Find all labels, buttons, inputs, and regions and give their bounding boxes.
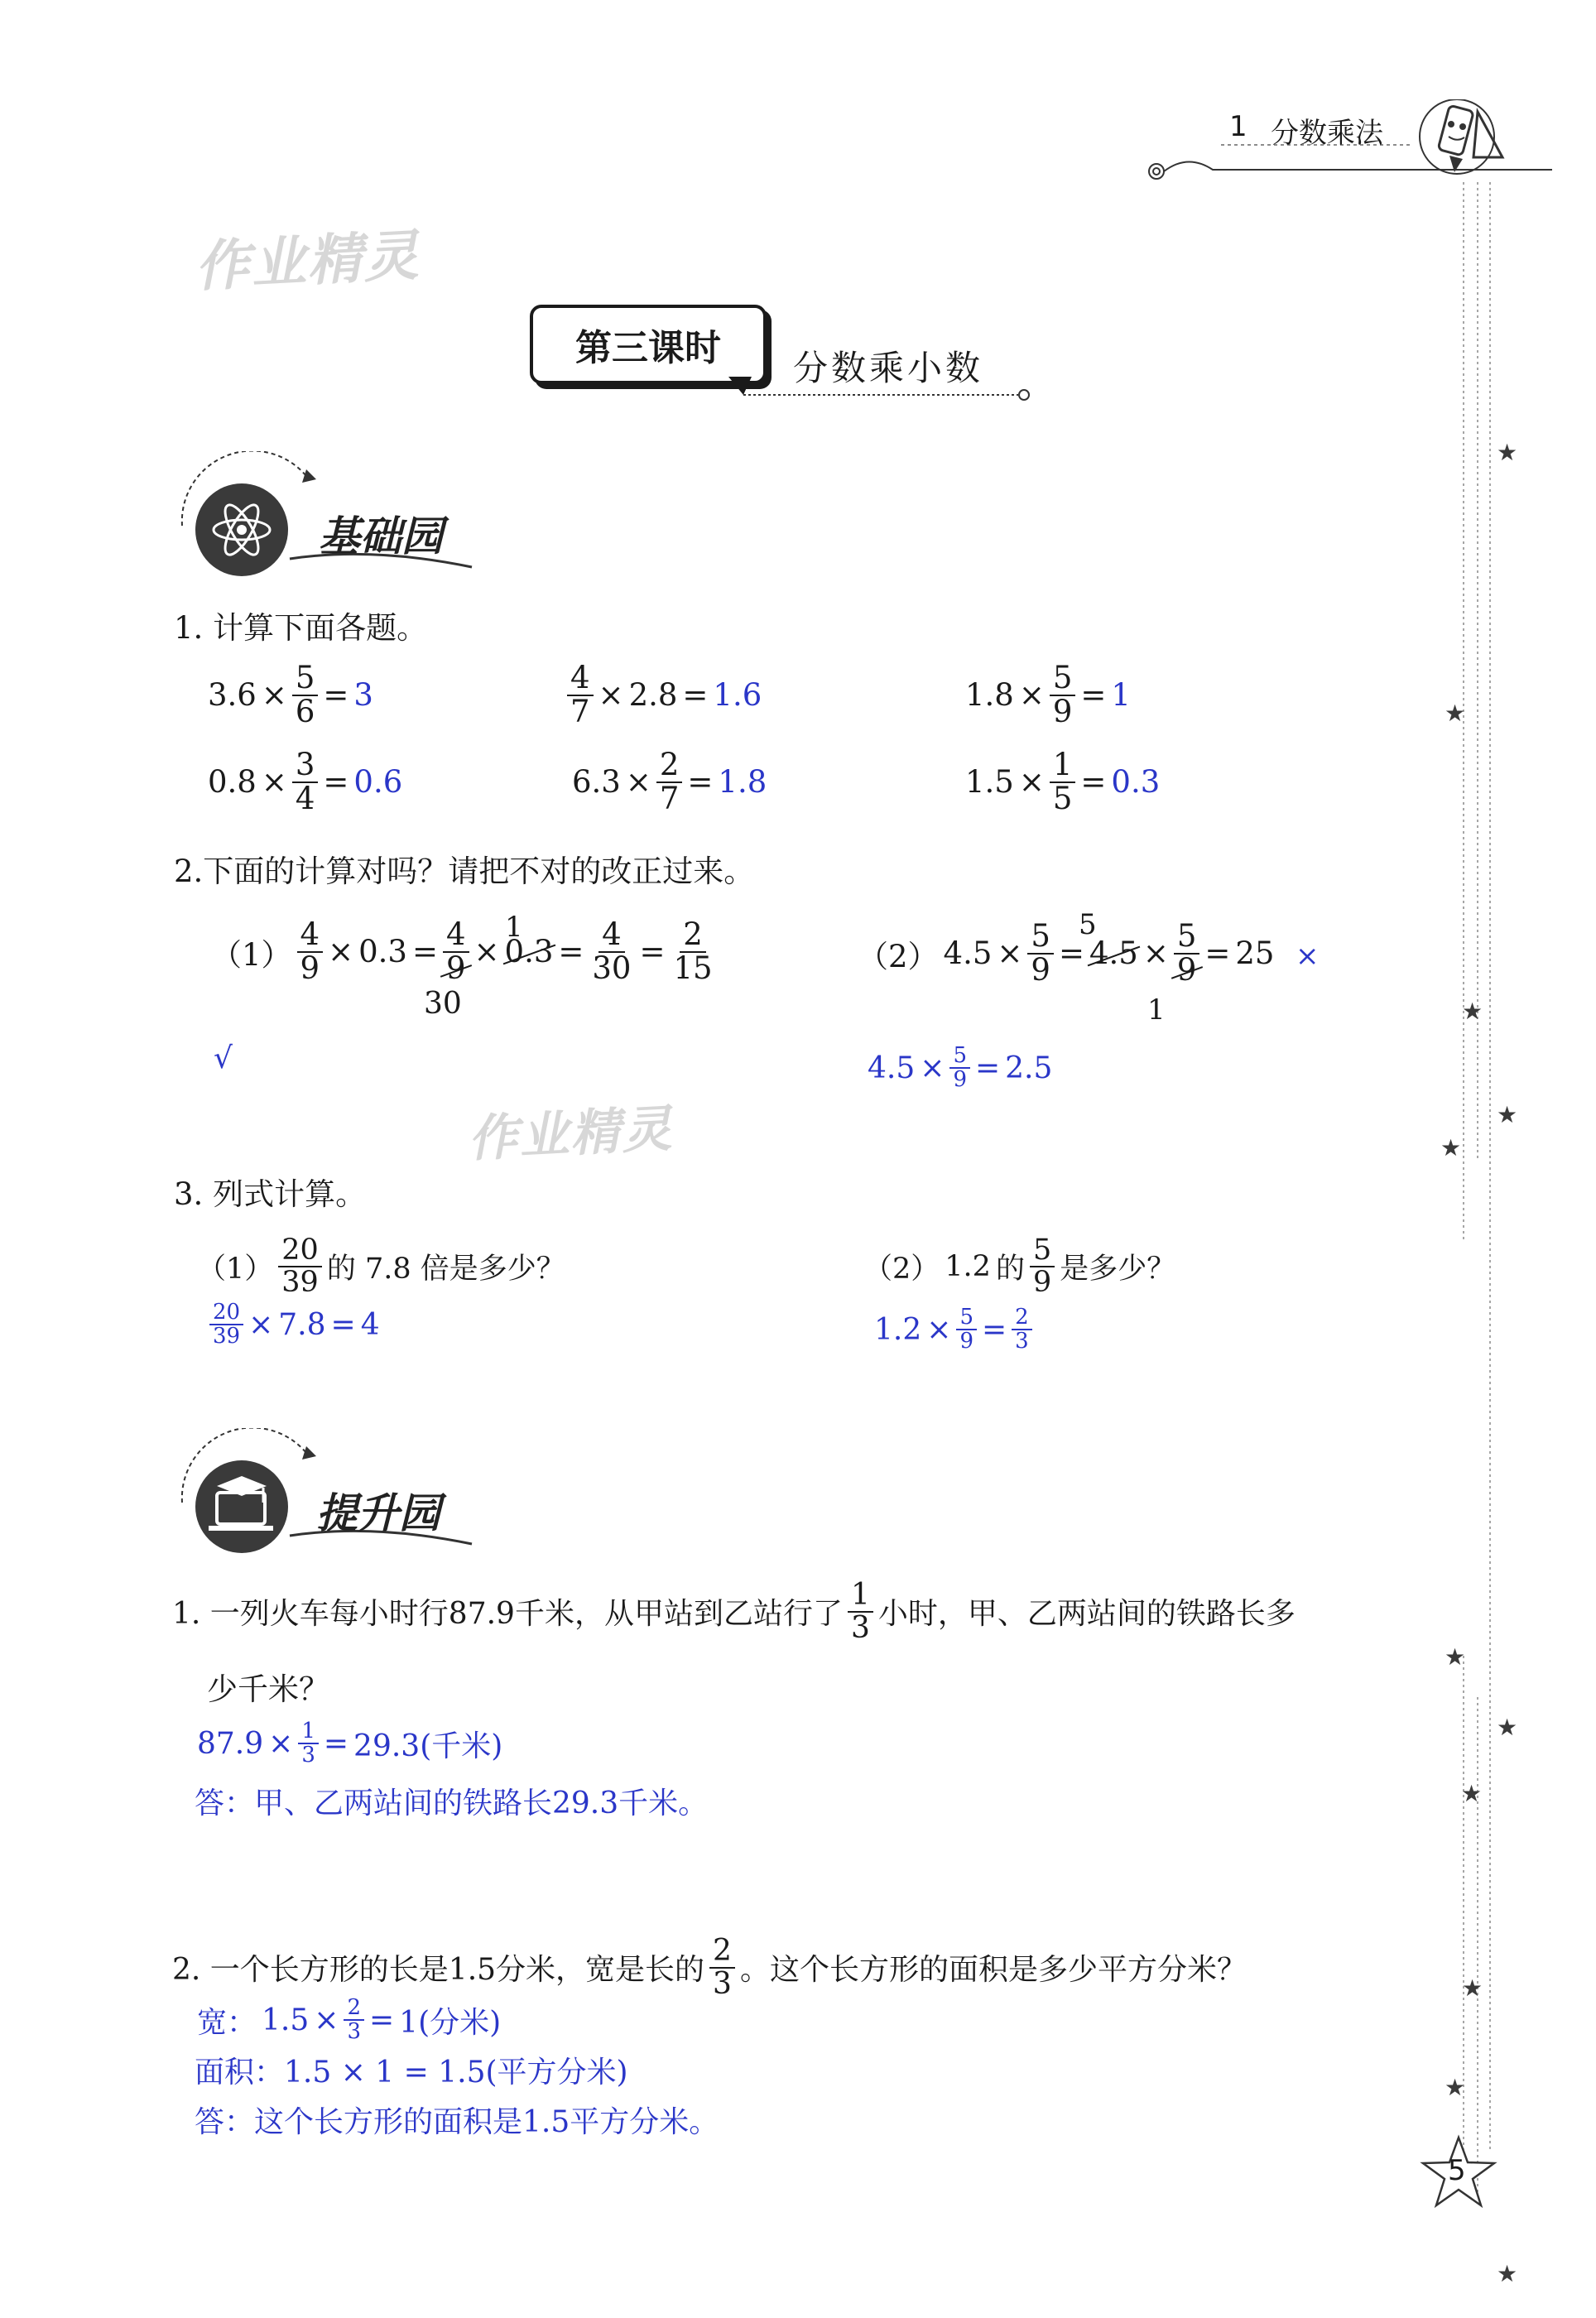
operand: 1.5 [965,764,1014,801]
p1-prompt-line2: 少千米？ [207,1671,329,1707]
chapter-title: 分数乘法 [1271,117,1383,150]
star-icon: ★ [1497,1101,1518,1128]
star-icon: ★ [1445,700,1466,727]
equals: = [323,764,349,801]
equals: = [1080,677,1107,714]
operator: × [1018,764,1045,801]
cancel-superscript: 1 [505,911,523,944]
operator: × [261,764,287,801]
part-label: （1） [211,936,292,973]
fraction: $\frac{2}{3}$ [344,1997,364,2044]
operator: × [1018,677,1045,714]
chapter-number: 1 [1229,110,1247,143]
answer: 1.6 [713,677,762,714]
operand: 4.5 [943,935,993,972]
fraction: $\frac{2}{3}$ [709,1936,735,2000]
p2-line2: 面积：1.5 × 1 = 1.5(平方分米) [195,2056,628,2090]
operand: 6.3 [572,764,621,801]
fraction: $\frac{5}{9}$ [949,1045,970,1092]
fraction-cancelled: $\frac{5}{9}$ [1174,921,1200,987]
operator: × [598,677,624,714]
q1-item-6 [963,749,1162,815]
advanced-section-title: 提升园 [316,1488,440,1537]
operand-cancelled: 0.3 [504,934,554,970]
cancel-subscript: 30 [424,987,462,1021]
fraction: $\frac{4}{7}$ [567,662,594,729]
fraction: $\frac{4}{9}$ [297,919,324,985]
equals: = [682,677,709,714]
q2-part2-correction: 4.5 × $\frac{5}{9}$ = 2.5 [868,1043,1053,1093]
cancel-superscript: 5 [1079,908,1097,941]
q2-part2-mark: × [1296,940,1320,973]
fraction: $\frac{3}{4}$ [292,749,319,815]
q3-part2-answer: 1.2 × $\frac{5}{9}$ = $\frac{2}{3}$ [872,1306,1035,1354]
q1-item-1 [205,662,376,729]
star-icon: ★ [1497,439,1518,466]
fraction: $\frac{2}{7}$ [656,749,683,815]
equals: = [323,677,349,714]
fraction: $\frac{1}{3}$ [298,1720,319,1767]
q2-prompt: 2.下面的计算对吗？请把不对的改正过来。 [174,854,755,889]
equals: = [687,764,714,801]
operand: 0.8 [208,764,257,801]
part-label: （1） [197,1252,274,1286]
fraction: $\frac{1}{3}$ [848,1580,873,1644]
operator: × [261,677,287,714]
q1-item-2 [565,662,764,729]
q2-part2-expression: （2） 4.5 × $\frac{5}{9}$ = 4.5 × $\frac{5}{9}$ = 25 [858,918,1275,988]
star-icon: ★ [1497,1714,1518,1741]
operand: 1.8 [965,677,1014,714]
watermark: 作业精灵 [193,223,422,300]
p1-calculation: 87.9 × $\frac{1}{3}$ = 29.3(千米) [197,1719,503,1768]
operand: 0.3 [358,934,407,970]
star-icon: ★ [1440,1134,1462,1161]
part-label: （2） [863,1252,940,1286]
answer: 0.6 [353,764,403,801]
lesson-label: 第三课时 [575,327,721,369]
margin-decoration [1440,166,1540,2235]
q3-part2-question: （2） 1.2 的 $\frac{5}{9}$ 是多少？ [863,1234,1176,1299]
star-icon: ★ [1445,1643,1466,1671]
fraction: $\frac{5}{9}$ [956,1306,977,1354]
q1-item-4 [205,749,405,815]
p1-answer: 答：甲、乙两站间的铁路长29.3千米。 [195,1787,709,1820]
lesson-subtitle: 分数乘小数 [793,348,984,388]
q1-prompt: 1. 计算下面各题。 [174,610,428,646]
lesson-title-box [530,305,767,384]
operand: 3.6 [208,677,257,714]
equals: = [1080,764,1107,801]
q1-item-5 [570,749,769,815]
p2-answer: 答：这个长方形的面积是1.5平方分米。 [195,2105,719,2139]
part-label: （2） [858,938,939,974]
star-icon: ★ [1497,2260,1518,2287]
fraction: $\frac{2}{3}$ [1012,1306,1032,1354]
star-icon: ★ [1461,1780,1483,1807]
q2-part1-mark: √ [214,1041,233,1075]
q2-part1-expression: （1） $\frac{4}{9}$ × 0.3 = $\frac{4}{9}$ × 0.3 = $\frac{4}{30}$ = $\frac{2}{15}$ [209,919,719,985]
q3-part1-answer: $\frac{20}{39}$ × 7.8 = 4 [207,1301,382,1349]
page-number: 5 [1448,2154,1466,2187]
fraction: $\frac{20}{39}$ [209,1301,243,1349]
basic-section-title: 基础园 [319,512,443,560]
star-icon: ★ [1445,2074,1466,2101]
operand: 2.8 [628,677,678,714]
fraction: $\frac{2}{15}$ [673,916,713,986]
operator: × [625,764,651,801]
fraction: $\frac{5}{9}$ [1050,662,1076,729]
answer: 1.8 [718,764,767,801]
p1-prompt: 1. 一列火车每小时行87.9千米，从甲站到乙站行了 $\frac{1}{3}$ 小时，甲、乙两站间的铁路长多 [172,1578,1296,1645]
q3-prompt: 3. 列式计算。 [174,1176,367,1212]
p2-prompt: 2. 一个长方形的长是1.5分米，宽是长的 $\frac{2}{3}$ 。这个长方形的面积是多少平方分米？ [172,1934,1247,2001]
fraction: $\frac{4}{30}$ [592,916,632,986]
answer: 1 [1111,677,1131,714]
fraction: $\frac{20}{39}$ [278,1235,322,1298]
wrong-result: 25 [1235,935,1275,972]
p2-line1: 宽： 1.5 × $\frac{2}{3}$ = 1(分米) [197,1995,502,2045]
fraction: $\frac{1}{5}$ [1050,749,1076,815]
watermark: 作业精灵 [466,1099,675,1169]
answer: 3 [353,677,373,714]
fraction: $\frac{5}{6}$ [292,662,319,729]
answer: 0.3 [1111,764,1161,801]
fraction: $\frac{5}{9}$ [1030,1235,1055,1298]
q3-part1-question: （1） $\frac{20}{39}$ 的 7.8 倍是多少？ [197,1234,565,1299]
star-icon: ★ [1462,1974,1483,2002]
operand-cancelled: 4.5 [1089,935,1138,972]
cancel-subscript: 1 [1147,993,1166,1027]
star-icon: ★ [1462,998,1483,1025]
fraction-cancelled: $\frac{4}{9}$ [443,919,469,985]
q1-item-3 [963,662,1133,729]
fraction: $\frac{5}{9}$ [1027,921,1054,987]
